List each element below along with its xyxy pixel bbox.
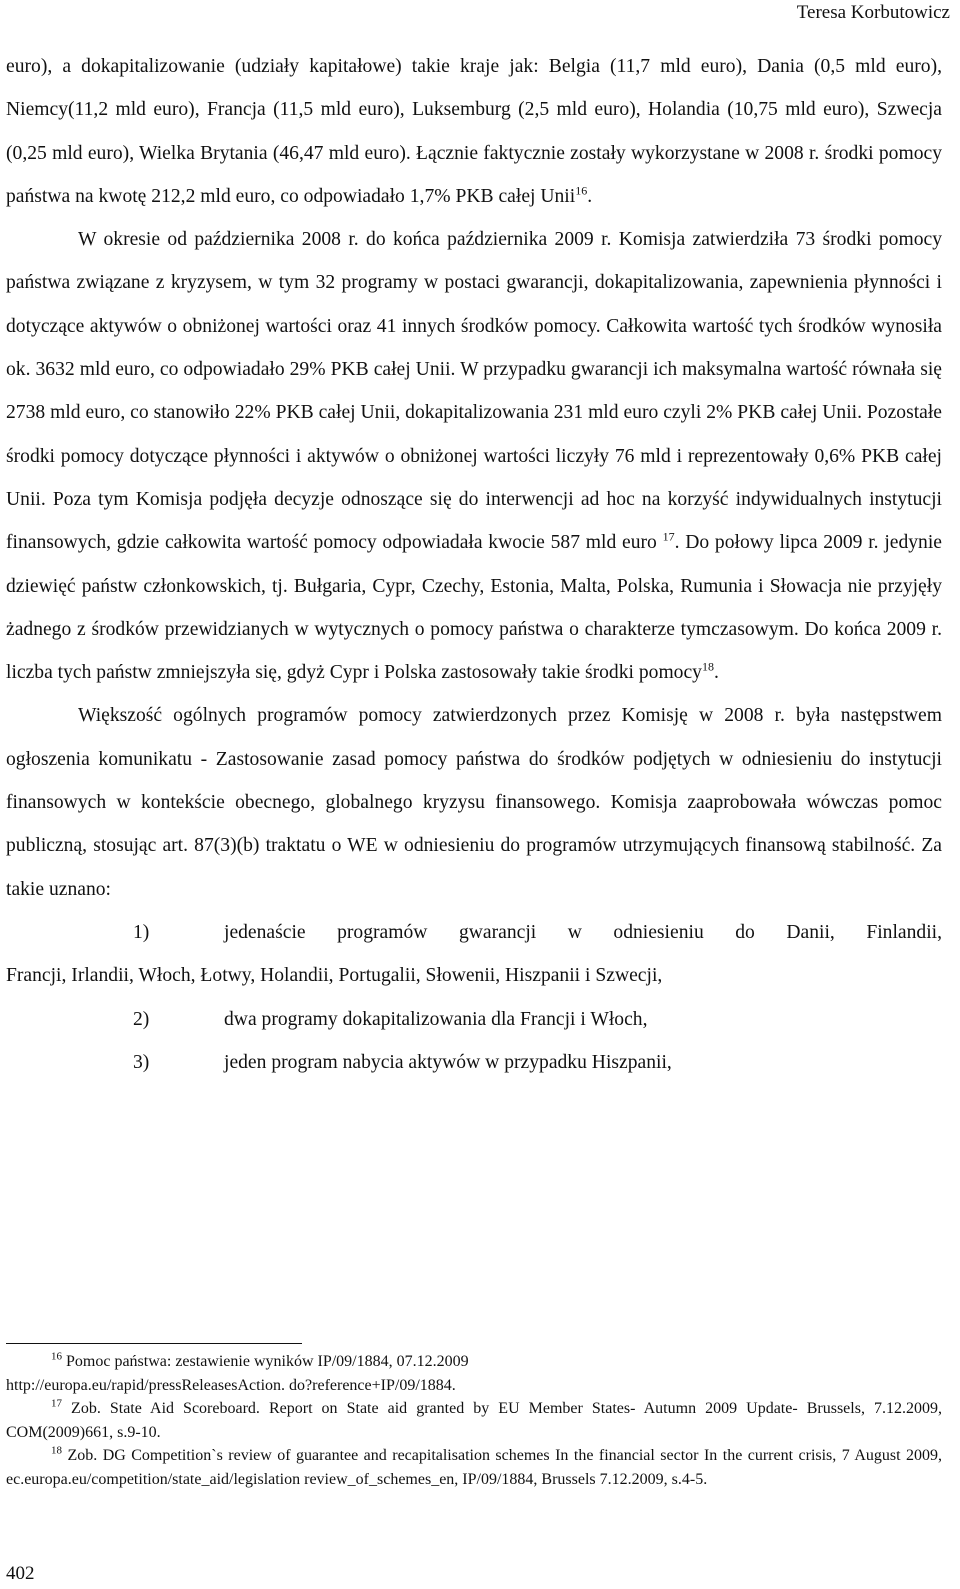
list-number: 1)	[133, 921, 150, 943]
page-number: 402	[6, 1563, 35, 1584]
footnote-text: Zob. DG Competition`s review of guarantee and recapitalisation schemes In the financial sector In the current crisis, 7 August 2009, ec.europa.eu/competition/state_aid/legislation review_of_schemes_en, IP/09/1884, Brussels 7.12.2009, s.4-5.	[6, 1447, 942, 1488]
list-item-text: jeden program nabycia aktywów w przypadku Hiszpanii,	[224, 1051, 672, 1073]
paragraph-2-end: .	[713, 662, 719, 684]
footnote-number: 18	[51, 1444, 62, 1457]
footnote-17	[6, 1397, 942, 1444]
paragraph-1-end: .	[587, 185, 593, 207]
paragraph-1	[6, 45, 942, 218]
list-item-text: dwa programy dokapitalizowania dla Francji i Włoch,	[224, 1008, 648, 1030]
list-item-3	[6, 1041, 942, 1084]
footnote-16-url[interactable]: http://europa.eu/rapid/pressReleasesAction. do?reference+IP/09/1884.	[6, 1376, 456, 1394]
body-text	[6, 45, 942, 1084]
list-item-continuation: Francji, Irlandii, Włoch, Łotwy, Holandii, Portugalii, Słowenii, Hiszpanii i Szwecji,	[6, 965, 663, 987]
list-number: 2)	[133, 1008, 150, 1030]
list-item-1	[6, 911, 942, 998]
paragraph-2-text-b: . Do połowy lipca 2009 r. jedynie dziewięć państw członkowskich, tj. Bułgaria, Cypr, Czechy, Estonia, Malta, Polska, Rumunia i Słowacja nie przyjęły żadnego z środków przewidzianych w wytycznych o pomocy państwa o charakterze tymczasowym. Do końca 2009 r. liczba tych państw zmniejszyła się, gdyż Cypr i Polska zastosowały takie środki pomocy	[6, 532, 942, 684]
footnote-number: 17	[51, 1397, 62, 1410]
footnote-18	[6, 1444, 942, 1491]
footnote-text: Pomoc państwa: zestawienie wyników IP/09/1884, 07.12.2009	[62, 1353, 469, 1370]
list-number: 3)	[133, 1051, 150, 1073]
footnote-divider	[6, 1343, 302, 1344]
footnote-ref-17[interactable]: 17	[662, 529, 675, 544]
list-item-text: jedenaście programów gwarancji w odniesieniu do Danii, Finlandii,	[224, 921, 942, 943]
footnotes	[6, 1350, 942, 1491]
paragraph-1-text: euro), a dokapitalizowanie (udziały kapitałowe) takie kraje jak: Belgia (11,7 mld euro), Dania (0,5 mld euro), Niemcy(11,2 mld euro), Francja (11,5 mld euro), Luksemburg (2,5 mld euro), Holandia (10,75 mld euro), Szwecja (0,25 mld euro), Wielka Brytania (46,47 mld euro). Łącznie faktycznie zostały wykorzystane w 2008 r. środki pomocy państwa na kwotę 212,2 mld euro, co odpowiadało 1,7% PKB całej Unii	[6, 56, 942, 207]
footnote-text: Zob. State Aid Scoreboard. Report on State aid granted by EU Member States- Autumn 2009 Update- Brussels, 7.12.2009, COM(2009)661, s.9-10.	[6, 1400, 942, 1441]
footnote-ref-16[interactable]: 16	[575, 183, 588, 198]
paragraph-2-text-a: W okresie od października 2008 r. do końca października 2009 r. Komisja zatwierdziła 73 środki pomocy państwa związane z kryzysem, w tym 32 programy w postaci gwarancji, dokapitalizowania, zapewnienia płynności i dotyczące aktywów o obniżonej wartości oraz 41 innych środków pomocy. Całkowita wartość tych środków wynosiła ok. 3632 mld euro, co odpowiadało 29% PKB całej Unii. W przypadku gwarancji ich maksymalna wartość równała się 2738 mld euro, co stanowiło 22% PKB całej Unii, dokapitalizowania 231 mld euro czyli 2% PKB całej Unii. Pozostałe środki pomocy dotyczące płynności i aktywów o obniżonej wartości liczyły 76 mld i reprezentowały 0,6% PKB całej Unii. Poza tym Komisja podjęła decyzje odnoszące się do interwencji ad hoc na korzyść indywidualnych instytucji finansowych, gdzie całkowita wartość pomocy odpowiadała kwocie 587 mld euro	[6, 229, 942, 554]
running-header-author: Teresa Korbutowicz	[796, 2, 950, 23]
footnote-number: 16	[51, 1350, 62, 1363]
list-item-2	[6, 998, 942, 1041]
paragraph-2	[6, 218, 942, 694]
footnote-16	[6, 1350, 942, 1374]
footnote-ref-18[interactable]: 18	[701, 659, 714, 674]
paragraph-3: Większość ogólnych programów pomocy zatwierdzonych przez Komisję w 2008 r. była następstwem ogłoszenia komunikatu - Zastosowanie zasad pomocy państwa do środków podjętych w odniesieniu do instytucji finansowych w kontekście obecnego, globalnego kryzysu finansowego. Komisja zaaprobowała wówczas pomoc publiczną, stosując art. 87(3)(b) traktatu o WE w odniesieniu do programów utrzymujących finansową stabilność. Za takie uznano:	[6, 705, 942, 900]
